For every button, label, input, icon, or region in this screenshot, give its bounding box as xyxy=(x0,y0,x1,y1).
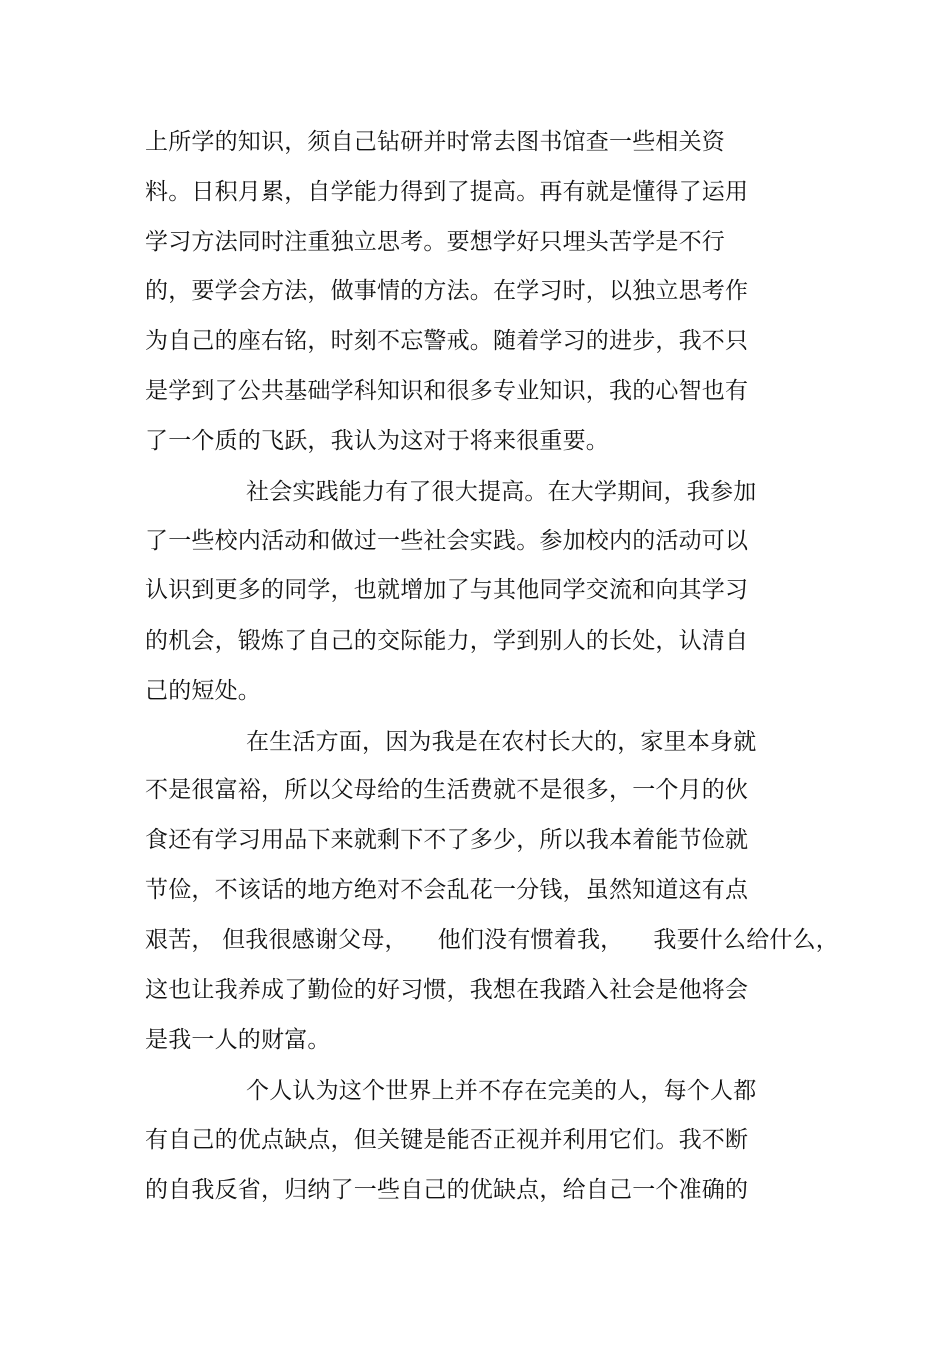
text-line: 了一些校内活动和做过一些社会实践。参加校内的活动可以 xyxy=(145,528,749,554)
text-line: 学习方法同时注重独立思考。要想学好只埋头苦学是不行 xyxy=(145,229,725,255)
text-line: 了一个质的飞跃，我认为这对于将来很重要。 xyxy=(145,428,609,454)
text-line: 是学到了公共基础学科知识和很多专业知识，我的心智也有 xyxy=(145,378,749,404)
text-line: 这也让我养成了勤俭的好习惯，我想在我踏入社会是他将会 xyxy=(145,977,749,1003)
text-line: 艰苦， 但我很感谢父母， 他们没有惯着我， 我要什么给什么， xyxy=(145,927,839,953)
text-line: 食还有学习用品下来就剩下不了多少，所以我本着能节俭就 xyxy=(145,827,749,853)
text-line: 的自我反省，归纳了一些自己的优缺点，给自己一个准确的 xyxy=(145,1177,749,1203)
text-line: 有自己的优点缺点，但关键是能否正视并利用它们。我不断 xyxy=(145,1127,749,1153)
text-line: 认识到更多的同学，也就增加了与其他同学交流和向其学习 xyxy=(145,577,749,603)
text-line: 不是很富裕，所以父母给的生活费就不是很多，一个月的伙 xyxy=(145,777,749,803)
text-line: 上所学的知识，须自己钻研并时常去图书馆查一些相关资 xyxy=(145,129,725,155)
text-line: 料。日积月累，自学能力得到了提高。再有就是懂得了运用 xyxy=(145,179,749,205)
paragraph-first-line: 社会实践能力有了很大提高。在大学期间，我参加 xyxy=(246,479,757,505)
text-line: 为自己的座右铭，时刻不忘警戒。随着学习的进步，我不只 xyxy=(145,328,749,354)
paragraph-first-line: 个人认为这个世界上并不存在完美的人，每个人都 xyxy=(246,1078,757,1104)
text-line: 己的短处。 xyxy=(145,678,261,704)
text-line: 是我一人的财富。 xyxy=(145,1027,331,1053)
paragraph-first-line: 在生活方面，因为我是在农村长大的，家里本身就 xyxy=(246,729,757,755)
text-line: 的，要学会方法，做事情的方法。在学习时，以独立思考作 xyxy=(145,278,749,304)
text-line: 节俭，不该话的地方绝对不会乱花一分钱，虽然知道这有点 xyxy=(145,877,749,903)
text-line: 的机会，锻炼了自己的交际能力，学到别人的长处，认清自 xyxy=(145,628,749,654)
